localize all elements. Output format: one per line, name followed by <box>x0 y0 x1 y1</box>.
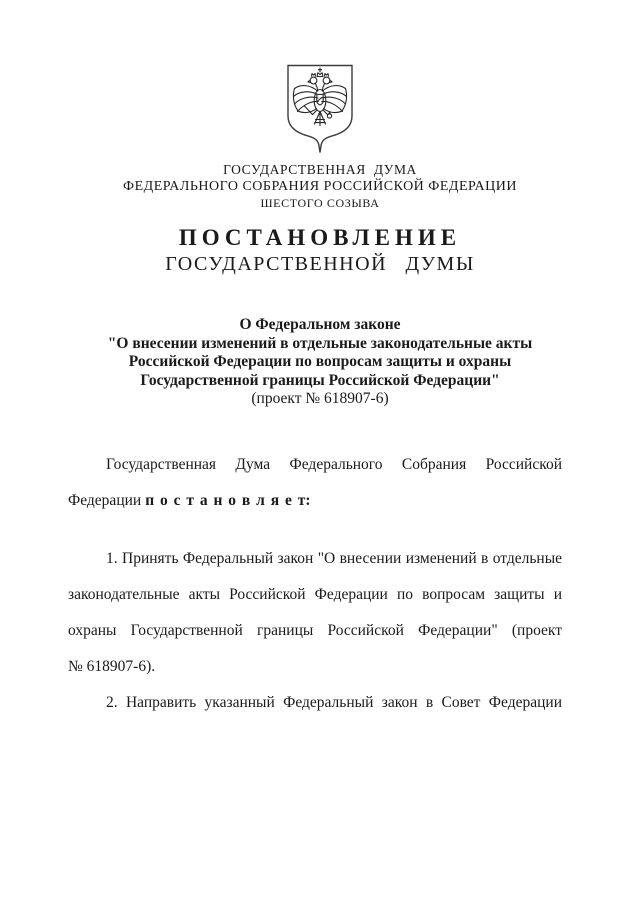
draft-number-line: (проект № 618907-6) <box>251 390 389 407</box>
doc-issuer-title: ГОСУДАРСТВЕННОЙ ДУМЫ <box>165 253 475 275</box>
org-parent-line: ФЕДЕРАЛЬНОГО СОБРАНИЯ РОССИЙСКОЙ ФЕДЕРАЦИИ <box>123 179 517 194</box>
body-paragraph <box>68 685 562 721</box>
convocation-line: ШЕСТОГО СОЗЫВА <box>260 196 380 210</box>
emblem-container <box>0 64 640 156</box>
body-line: 2. Направить указанный Федеральный закон в Совет Федерации <box>106 693 562 711</box>
body-line: Государственная Дума Федерального Собрания Российской <box>106 455 562 473</box>
body-line: законодательные акты Российской Федерации по вопросам защиты и <box>68 585 562 603</box>
subject-line: Российской Федерации по вопросам защиты и охраны <box>128 353 512 370</box>
document-body <box>68 447 562 721</box>
subject-line: "О внесении изменений в отдельные законодательные акты <box>107 334 533 352</box>
subject-line: Государственной границы Российской Федерации" <box>140 371 500 389</box>
body-line: 1. Принять Федеральный закон "О внесении изменений в отдельные <box>106 549 562 567</box>
russia-coat-of-arms-icon <box>284 64 356 156</box>
document-title <box>0 225 640 277</box>
body-paragraph <box>68 541 562 685</box>
body-line: охраны Государственной границы Российской Федерации" (проект <box>68 621 562 639</box>
body-line <box>68 483 562 519</box>
resolves-keyword: п о с т а н о в л я е т: <box>145 491 311 509</box>
subject-line: О Федеральном законе <box>239 316 401 333</box>
org-name-line: ГОСУДАРСТВЕННАЯ ДУМА <box>223 162 417 177</box>
subject-block <box>0 316 640 409</box>
issuing-body-header <box>0 162 640 211</box>
body-line: № 618907-6). <box>68 657 156 675</box>
body-line-text: Федерации <box>68 491 142 509</box>
body-paragraph <box>68 447 562 519</box>
doc-type-title: ПОСТАНОВЛЕНИЕ <box>178 225 462 250</box>
